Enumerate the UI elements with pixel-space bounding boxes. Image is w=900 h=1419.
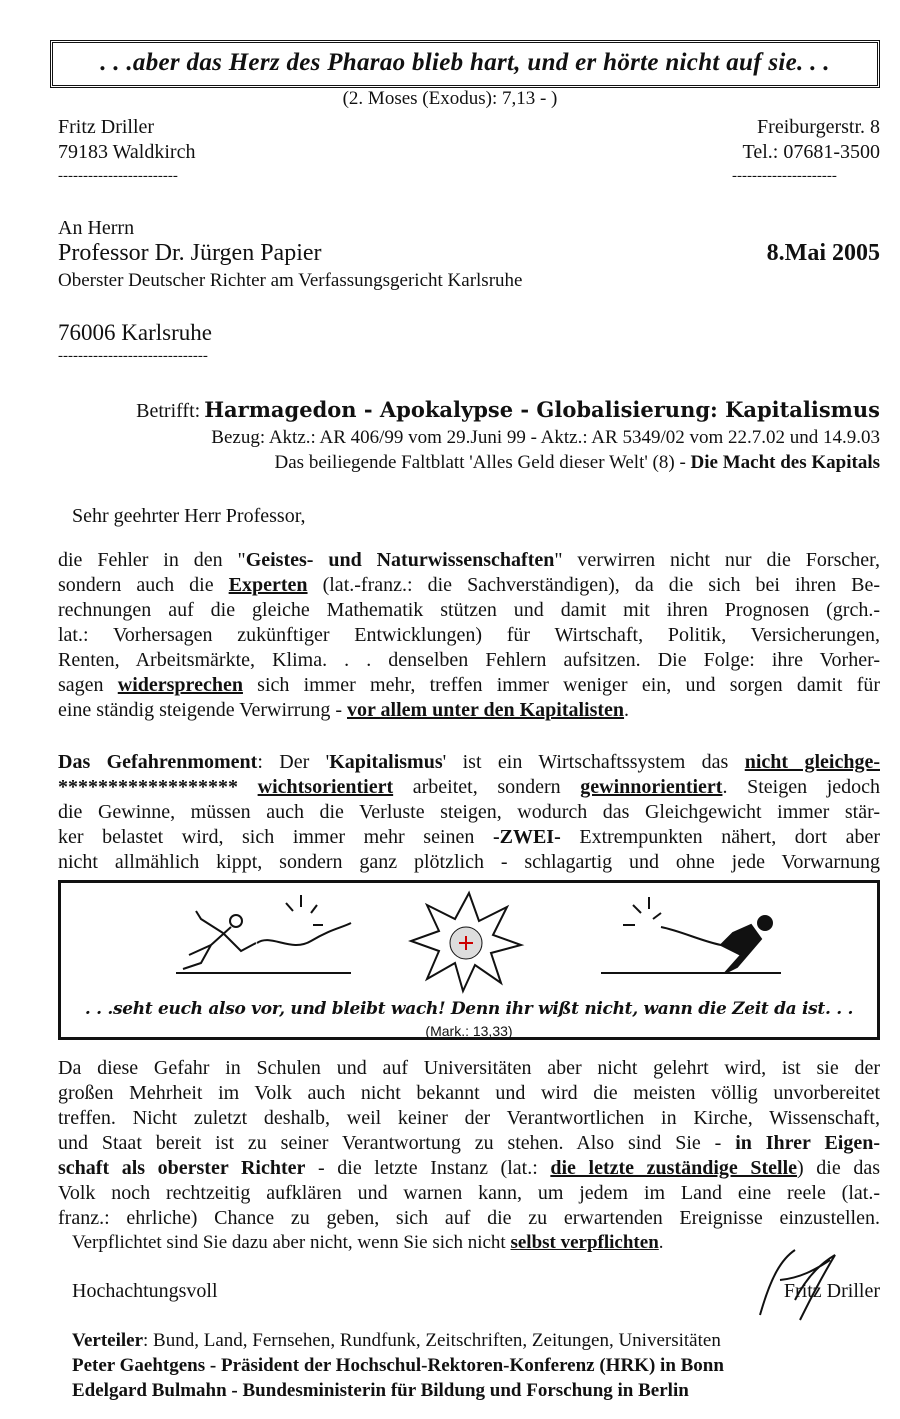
illustration-reference: (Mark.: 13,33)	[425, 1023, 513, 1039]
emphasis: nicht gleichge-	[744, 751, 880, 773]
subject-label: Betrifft:	[136, 400, 201, 422]
emphasis: vor allem unter den Kapitalisten	[347, 699, 625, 721]
subject-line	[136, 397, 880, 423]
falling-figure-left	[176, 895, 351, 973]
illustration	[61, 883, 877, 995]
subject-reference: Bezug: Aktz.: AR 406/99 vom 29.Juni 99 - Aktz.: AR 5349/02 vom 22.7.02 und 14.9.03	[211, 427, 880, 448]
emphasis: Das Gefahrenmoment	[58, 751, 258, 773]
subject-text: Harmagedon - Apokalypse - Globalisierung: Kapitalismus	[204, 397, 880, 422]
header-reference: (2. Moses (Exodus): 7,13 - )	[342, 88, 558, 109]
emphasis: selbst verpflichten	[510, 1232, 659, 1253]
recipient-city: 76006 Karlsruhe	[58, 320, 212, 345]
recipient-rule: ------------------------------	[58, 348, 208, 364]
distribution-label: Verteiler	[72, 1330, 144, 1351]
illustration-box	[58, 880, 880, 1040]
illustration-quote: . . .seht euch also vor, und bleibt wach! Denn ihr wißt nicht, wann die Zeit da ist. . .	[84, 999, 854, 1019]
emphasis: -ZWEI-	[492, 826, 561, 848]
sender-name: Fritz Driller	[58, 116, 155, 138]
distribution-line-3: Edelgard Bulmahn - Bundesministerin für Bildung und Forschung in Berlin	[72, 1380, 689, 1401]
header-quote-frame	[50, 40, 880, 88]
paragraph-1: die Fehler in den "Geistes- und Naturwissenschaften" verwirren nicht nur die Forscher, sondern auch die Experten (lat.-franz.: die Sachverständigen), da die sich bei ihren Be- rechnungen auf die gleiche Mathematik stützen und damit mit ihren Prognosen (grch.- lat.: Vorhersagen zukünftiger Entwicklungen) für Wirtschaft, Politik, Versicherungen, Renten, Arbeitsmärkte, Klima. . . denselben Fehlern aufsitzen. Die Folge: ihre Vorher- sagen widersprechen sich immer mehr, treffen immer weniger ein, und sorgen damit für eine ständig steigende Verwirrung - vor allem unter den Kapitalisten.	[58, 549, 880, 721]
paragraph-3: Da diese Gefahr in Schulen und auf Universitäten aber nicht gelehrt wird, ist sie der großen Mehrheit im Volk auch nicht bekannt und wird die meisten völlig unvorbereitet treffen. Nicht zuletzt deshalb, weil keiner der Verantwortlichen in Kirche, Wissenschaft, und Staat bereit ist zu seiner Verantwortung zu stehen. Also sind Sie - in Ihrer Eigen- schaft als oberster Richter - die letzte Instanz (lat.: die letzte zuständige Stelle) die das Volk noch rechtzeitig aufklären und warnen kann, um jedem im Land eine reele (lat.- franz.: ehrliche) Chance zu geben, sich auf die zu erwartenden Ereignisse einzustellen.	[58, 1057, 880, 1229]
emphasis: in Ihrer Eigen-	[735, 1132, 880, 1154]
distribution-line-1: Verteiler: Bund, Land, Fernsehen, Rundfunk, Zeitschriften, Zeitungen, Universitäten	[72, 1330, 721, 1351]
enclosure-bold: Die Macht des Kapitals	[690, 452, 880, 473]
emphasis: wichtsorientiert	[257, 776, 394, 798]
recipient-title: Oberster Deutscher Richter am Verfassungsgericht Karlsruhe	[58, 270, 523, 291]
emphasis: Kapitalismus	[329, 751, 443, 773]
emphasis: Experten	[228, 574, 308, 596]
sender-rule-right: ---------------------	[732, 168, 837, 184]
emphasis: widersprechen	[117, 674, 243, 696]
sender-phone: Tel.: 07681-3500	[742, 141, 880, 163]
emphasis: gewinnorientiert	[580, 776, 723, 798]
distribution-line-2: Peter Gaehtgens - Präsident der Hochschul-Rektoren-Konferenz (HRK) in Bonn	[72, 1355, 724, 1376]
paragraph-3-final: Verpflichtet sind Sie dazu aber nicht, wenn Sie sich nicht selbst verpflichten.	[72, 1232, 664, 1253]
sender-rule-left: ------------------------	[58, 168, 178, 184]
enclosure-text: Das beiliegende Faltblatt 'Alles Geld dieser Welt' (8) -	[274, 452, 691, 473]
recipient-salutation-line: An Herrn	[58, 217, 135, 239]
emphasis: die letzte zuständige Stelle	[550, 1157, 798, 1179]
emphasis: Geistes- und Naturwissenschaften	[245, 549, 555, 571]
header-quote: . . .aber das Herz des Pharao blieb hart, und er hörte nicht auf sie. . .	[100, 49, 830, 76]
subject-enclosure	[275, 452, 880, 474]
closing: Hochachtungsvoll	[72, 1280, 218, 1302]
handwritten-signature	[740, 1240, 860, 1330]
greeting: Sehr geehrter Herr Professor,	[72, 505, 306, 527]
sender-city: 79183 Waldkirch	[58, 141, 196, 163]
paragraph-2: Das Gefahrenmoment: Der 'Kapitalismus' ist ein Wirtschaftssystem das nicht gleichge- ****************** wichtsorientiert arbeitet, sondern gewinnorientiert. Steigen jedoch die Gewinne, müssen auch die Verluste steigen, wodurch das Gleichgewicht immer stär- ker belastet wird, sich immer mehr seinen -ZWEI- Extrempunkten nähert, dort aber nicht allmählich kippt, sondern ganz plötzlich - schlagartig und ohne jede Vorwarnung	[58, 751, 881, 873]
letter-date: 8.Mai 2005	[766, 240, 880, 266]
emphasis: schaft als oberster Richter	[58, 1157, 306, 1179]
explosion-icon	[411, 893, 521, 991]
sender-street: Freiburgerstr. 8	[757, 116, 880, 138]
falling-figure-right	[601, 897, 781, 973]
recipient-name: Professor Dr. Jürgen Papier	[58, 240, 322, 266]
signature-name: Fritz Driller	[783, 1280, 880, 1302]
